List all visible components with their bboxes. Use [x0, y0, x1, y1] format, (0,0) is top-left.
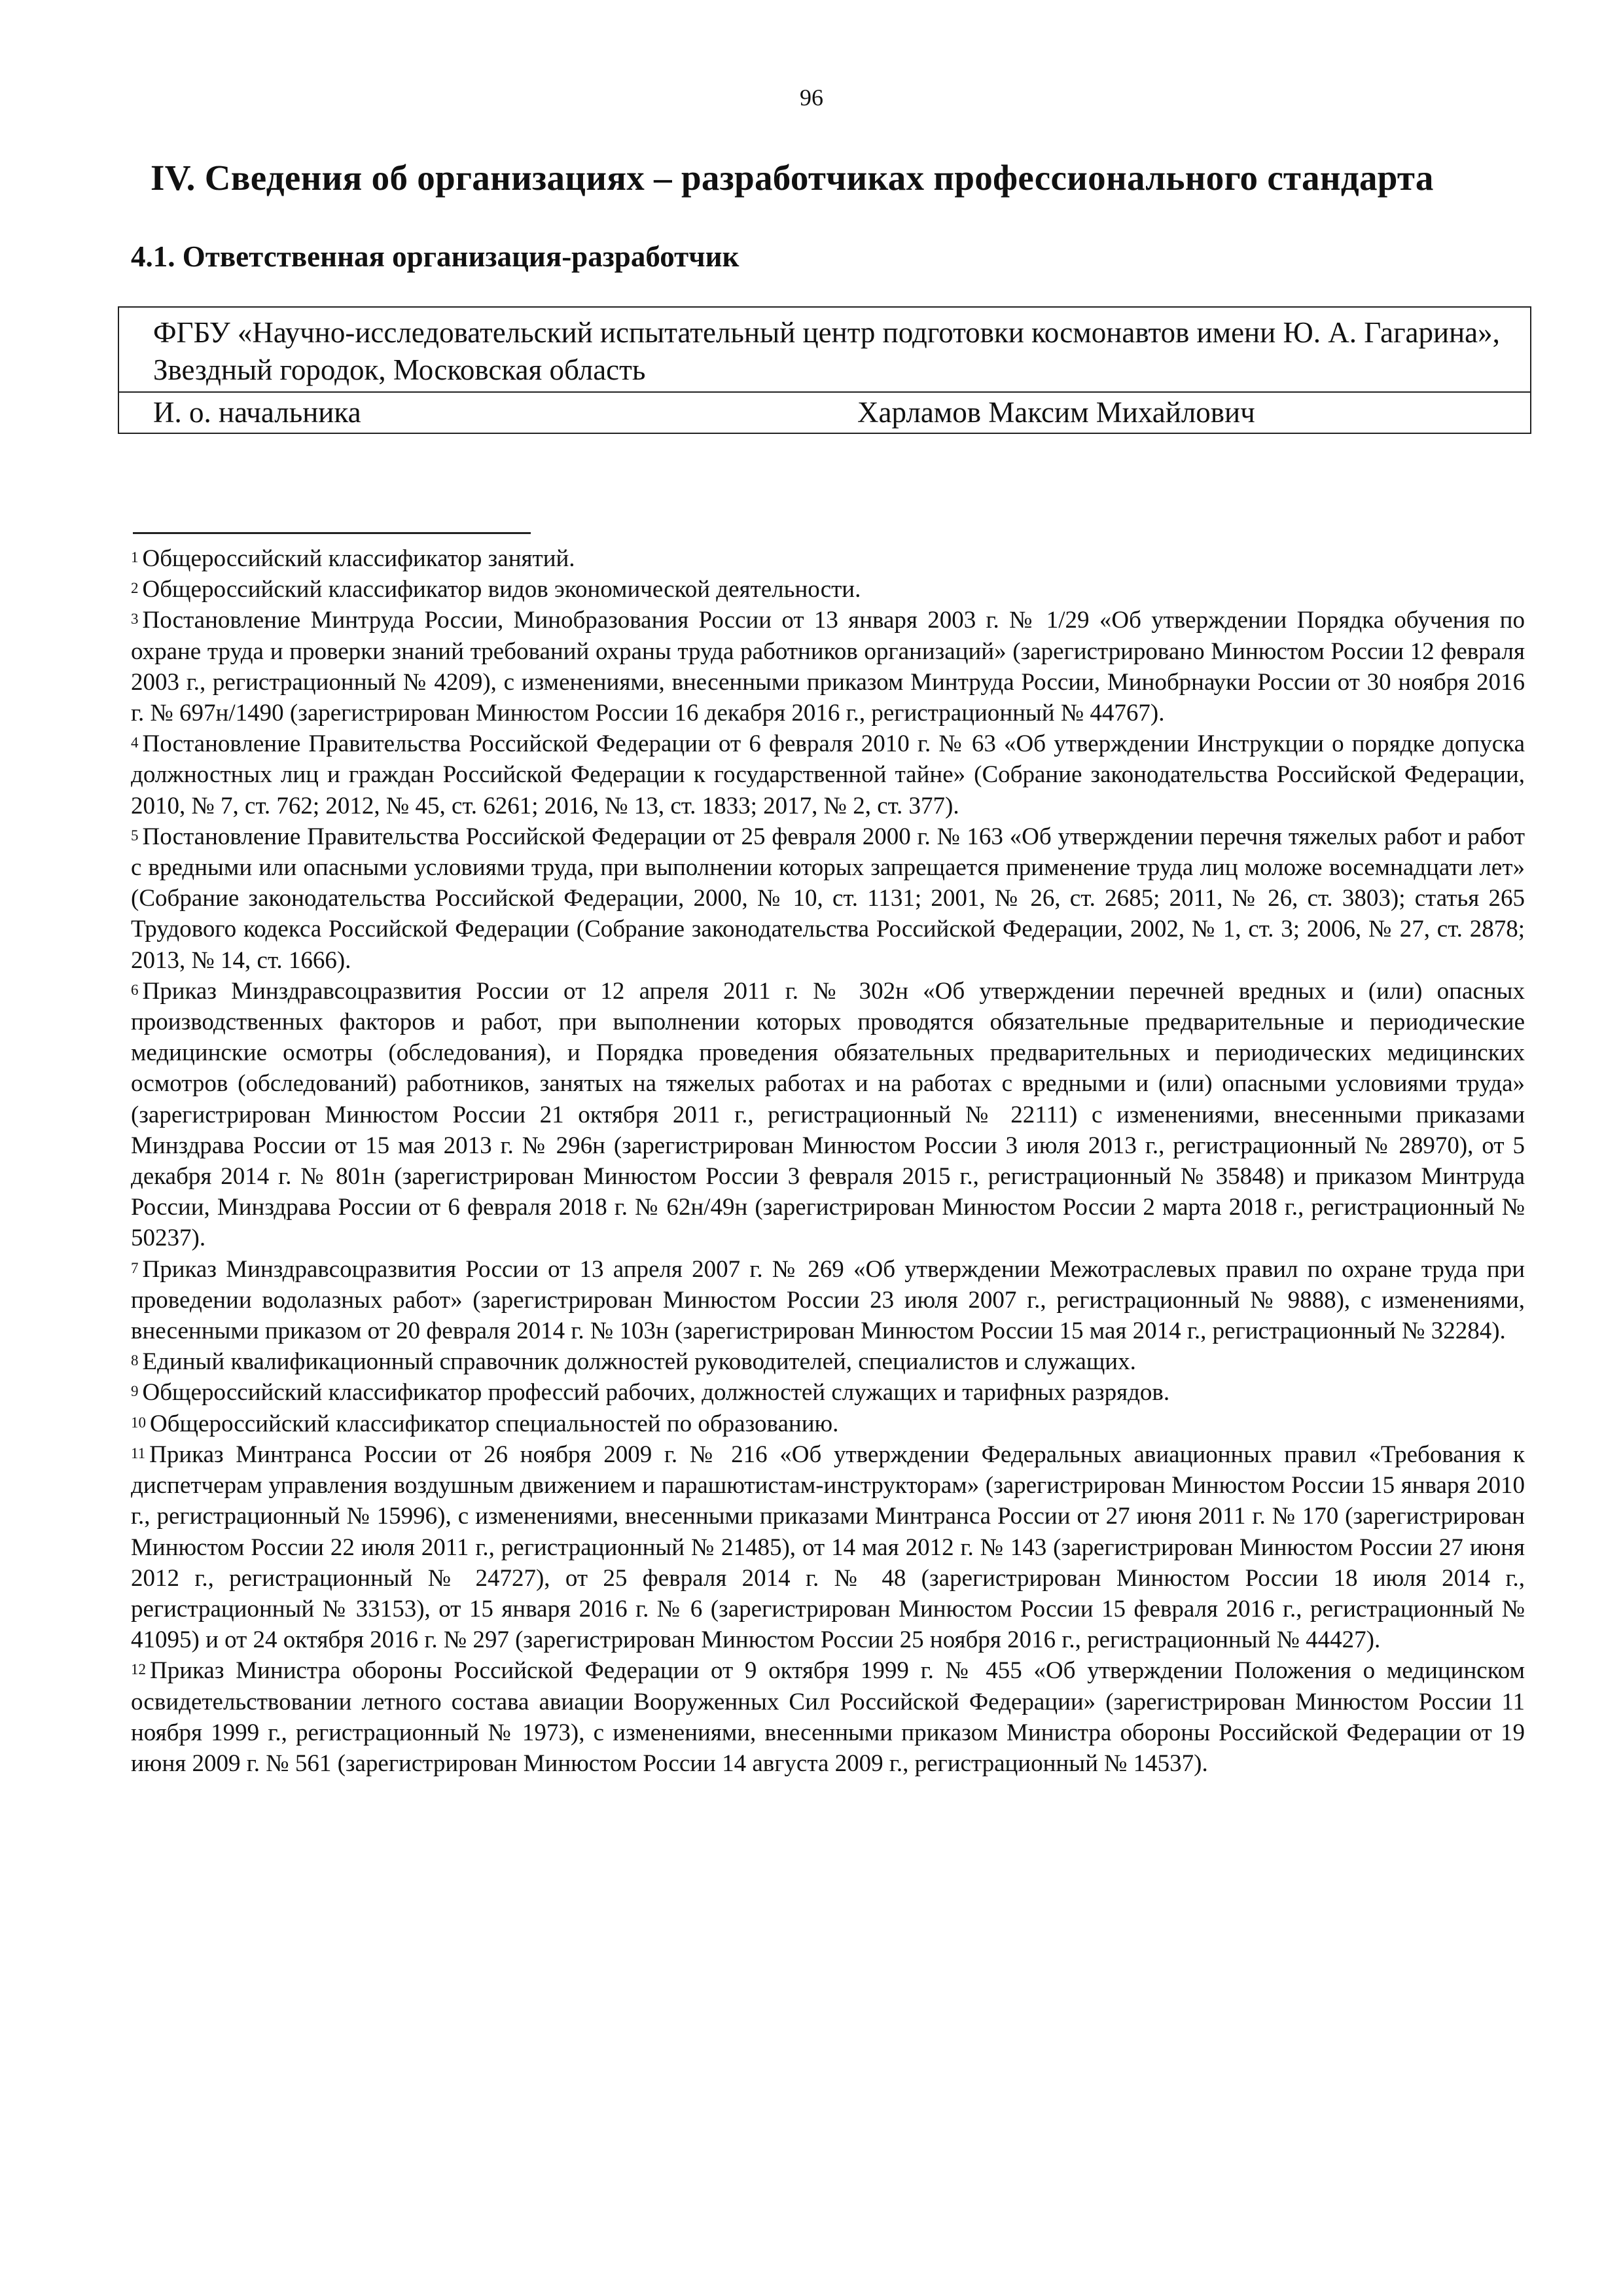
footnote-text: Приказ Минздравсоцразвития России от 13 апреля 2007 г. № 269 «Об утверждении Межотраслевых правил по охране труда при проведении водолазных работ» (зарегистрирован Минюстом России 23 июля 2007 г., регистрационный № 9888), с изменениями, внесенными приказом от 20 февраля 2014 г. № 103н (зарегистрирован Минюстом России 15 мая 2014 г., регистрационный № 32284).	[131, 1255, 1525, 1345]
footnote	[131, 1377, 1525, 1408]
footnote-marker: 3	[131, 611, 139, 628]
footnote-text: Единый квалификационный справочник должностей руководителей, специалистов и служащих.	[142, 1348, 1136, 1376]
footnote	[131, 1439, 1525, 1655]
footnotes-list	[131, 543, 1525, 1779]
footnote	[131, 1346, 1525, 1377]
footnote-text: Приказ Минтранса России от 26 ноября 2009 г. № 216 «Об утверждении Федеральных авиационных правил «Требования к диспетчерам управления воздушным движением и парашютистам-инструкторам» (зарегистрирован Минюстом России 15 января 2010 г., регистрационный № 15996), с изменениями, внесенными приказами Минтранса России от 27 июня 2011 г. № 170 (зарегистрирован Минюстом России 22 июля 2011 г., регистрационный № 21485), от 14 мая 2012 г. № 143 (зарегистрирован Минюстом России 27 июня 2012 г., регистрационный № 24727), от 25 февраля 2014 г. № 48 (зарегистрирован Минюстом России 18 июля 2014 г., регистрационный № 33153), от 15 января 2016 г. № 6 (зарегистрирован Минюстом России 15 февраля 2016 г., регистрационный № 41095) и от 24 октября 2016 г. № 297 (зарегистрирован Минюстом России 25 ноября 2016 г., регистрационный № 44427).	[131, 1441, 1525, 1654]
footnote-marker: 11	[131, 1444, 146, 1462]
footnote-text: Общероссийский классификатор занятий.	[142, 545, 575, 572]
head-cell	[118, 392, 1531, 433]
footnote-text: Общероссийский классификатор специальностей по образованию.	[150, 1410, 839, 1437]
footnote-text: Постановление Правительства Российской Федерации от 6 февраля 2010 г. № 63 «Об утверждении Инструкции о порядке допуска должностных лиц и граждан Российской Федерации к государственной тайне» (Собрание законодательства Российской Федерации, 2010, № 7, ст. 762; 2012, № 45, ст. 6261; 2016, № 13, ст. 1833; 2017, № 2, ст. 377).	[131, 730, 1525, 819]
section-heading: IV. Сведения об организациях – разработчиках профессионального стандарта	[151, 158, 1434, 198]
footnote-text: Постановление Правительства Российской Федерации от 25 февраля 2000 г. № 163 «Об утверждении перечня тяжелых работ и работ с вредными или опасными условиями труда, при выполнении которых запрещается применение труда лиц моложе восемнадцати лет» (Собрание законодательства Российской Федерации, 2000, № 10, ст. 1131; 2001, № 26, ст. 2685; 2011, № 26, ст. 3803); статья 265 Трудового кодекса Российской Федерации (Собрание законодательства Российской Федерации, 2002, № 1, ст. 3; 2006, № 27, ст. 2878; 2013, № 14, ст. 1666).	[131, 823, 1525, 974]
footnote-text: Общероссийский классификатор видов экономической деятельности.	[142, 576, 861, 603]
footnote	[131, 1408, 1525, 1439]
footnote	[131, 821, 1525, 976]
footnote-marker: 8	[131, 1352, 139, 1369]
footnote-marker: 7	[131, 1259, 139, 1276]
organization-name: ФГБУ «Научно-исследовательский испытательный центр подготовки космонавтов имени Ю. А. Гагарина», Звездный городок, Московская область	[118, 307, 1531, 392]
footnote-text: Приказ Минздравсоцразвития России от 12 апреля 2011 г. № 302н «Об утверждении перечней вредных и (или) опасных производственных факторов и работ, при выполнении которых проводятся обязательные предварительные и периодические медицинские осмотры (обследования), и Порядка проведения обязательных предварительных и периодических медицинских осмотров (обследований) работников, занятых на тяжелых работах и на работах с вредными и (или) опасными условиями труда» (зарегистрирован Минюстом России 21 октября 2011 г., регистрационный № 22111) с изменениями, внесенными приказами Минздрава России от 15 мая 2013 г. № 296н (зарегистрирован Минюстом России 3 июля 2013 г., регистрационный № 28970), от 5 декабря 2014 г. № 801н (зарегистрирован Минюстом России 3 февраля 2015 г., регистрационный № 35848) и приказом Минтруда России, Минздрава России от 6 февраля 2018 г. № 62н/49н (зарегистрирован Минюстом России 2 марта 2018 г., регистрационный № 50237).	[131, 977, 1525, 1252]
footnote-marker: 10	[131, 1414, 146, 1431]
footnote	[131, 574, 1525, 605]
responsible-organization-table	[118, 306, 1531, 434]
footnote-marker: 9	[131, 1383, 139, 1400]
footnote-text: Постановление Минтруда России, Минобразования России от 13 января 2003 г. № 1/29 «Об утверждении Порядка обучения по охране труда и проверки знаний требований охраны труда работников организаций» (зарегистрировано Минюстом России 12 февраля 2003 г., регистрационный № 4209), с изменениями, внесенными приказом Минтруда России, Минобрнауки России от 30 ноября 2016 г. № 697н/1490 (зарегистрирован Минюстом России 16 декабря 2016 г., регистрационный № 44767).	[131, 607, 1525, 727]
footnote	[131, 1254, 1525, 1347]
footnote-separator	[133, 532, 531, 534]
footnote	[131, 543, 1525, 574]
footnote-marker: 2	[131, 580, 139, 597]
footnote	[131, 976, 1525, 1254]
subsection-heading: 4.1. Ответственная организация-разработчик	[131, 240, 740, 273]
footnote-marker: 5	[131, 827, 139, 844]
head-person-name: Харламов Максим Михайлович	[857, 396, 1255, 429]
footnote-marker: 6	[131, 981, 139, 998]
footnote	[131, 1655, 1525, 1779]
footnote-text: Приказ Министра обороны Российской Федерации от 9 октября 1999 г. № 455 «Об утверждении Положения о медицинском освидетельствовании летного состава авиации Вооруженных Сил Российской Федерации» (зарегистрирован Минюстом России 11 ноября 1999 г., регистрационный № 1973), с изменениями, внесенными приказом Министра обороны Российской Федерации от 19 июня 2009 г. № 561 (зарегистрирован Минюстом России 14 августа 2009 г., регистрационный № 14537).	[131, 1657, 1525, 1777]
footnote-marker: 12	[131, 1661, 146, 1678]
footnote-text: Общероссийский классификатор профессий рабочих, должностей служащих и тарифных разрядов.	[142, 1379, 1170, 1407]
page-number: 96	[800, 84, 823, 111]
footnote	[131, 728, 1525, 821]
footnote-marker: 4	[131, 734, 139, 751]
footnote-marker: 1	[131, 549, 139, 565]
footnote	[131, 605, 1525, 728]
organization-row	[118, 307, 1531, 392]
head-row	[118, 392, 1531, 433]
head-position-title: И. о. начальника	[153, 396, 361, 429]
